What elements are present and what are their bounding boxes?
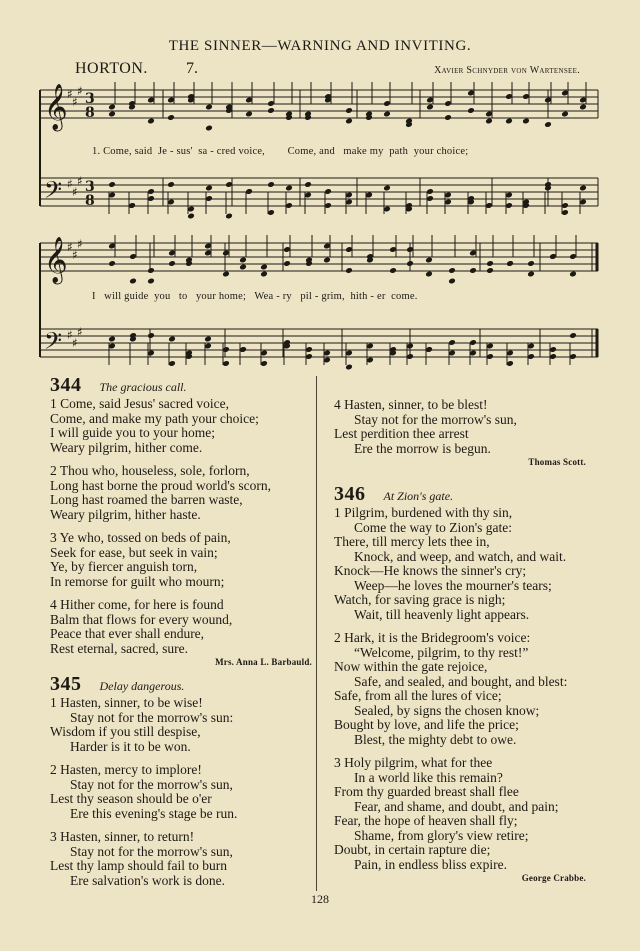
svg-text:♯: ♯: [72, 95, 78, 109]
verse-line: Blest, the mighty debt to owe.: [354, 731, 517, 747]
verse-line: 3 Ye who, tossed on beds of pain,: [50, 530, 231, 545]
note-head: [569, 332, 577, 339]
stanza: [334, 398, 586, 456]
treble-staff: [40, 90, 598, 118]
note-head: [579, 185, 587, 192]
hymn-header: [50, 374, 312, 397]
note-head: [527, 260, 535, 267]
verse-line: Ye, by fiercer anguish torn,: [50, 559, 198, 574]
hymn-author: Mrs. Anna L. Barbauld.: [215, 657, 312, 667]
note-head: [239, 264, 247, 271]
note-head: [506, 260, 514, 267]
verse-line: “Welcome, pilgrim, to thy rest!”: [354, 644, 529, 660]
verse-line: Long hast roamed the barren waste,: [50, 492, 243, 507]
note-head: [406, 260, 414, 267]
tune-meter: 7.: [186, 60, 198, 77]
note-head: [426, 104, 434, 111]
verse-line: Pain, in endless bliss expire.: [354, 856, 507, 872]
verse-line: Fear, the hope of heaven shall fly;: [334, 813, 518, 828]
lyric-line-2: I will guide you to your home; Wea - ry pil - grim, hith - er come.: [92, 291, 418, 302]
note-head: [579, 104, 587, 111]
verse-line: 4 Hither come, for here is found: [50, 597, 224, 612]
treble-staff: [40, 243, 598, 271]
hymn-subtitle: The gracious call.: [99, 380, 187, 394]
note-head: [569, 271, 577, 278]
verse-line: Now within the gate rejoice,: [334, 659, 488, 674]
note-head: [108, 104, 116, 111]
note-head: [108, 260, 116, 267]
left-column: [50, 374, 312, 888]
note-head: [486, 260, 494, 267]
verse-line: Ere this evening's stage be run.: [70, 805, 238, 821]
page-title: THE SINNER—WARNING AND INVITING.: [168, 38, 472, 54]
svg-text:♯: ♯: [77, 237, 83, 251]
note-head: [205, 104, 213, 111]
verse-line: Ere salvation's work is done.: [70, 872, 226, 888]
verse-line: Watch, for saving grace is nigh;: [334, 592, 506, 607]
verse-line: Peace that ever shall endure,: [50, 626, 205, 641]
svg-text:♯: ♯: [77, 325, 83, 339]
note-head: [168, 260, 176, 267]
bass-staff: [40, 329, 598, 357]
verse-line: Stay not for the morrow's sun,: [354, 411, 517, 427]
svg-text:3: 3: [85, 91, 95, 107]
verse-line: Weary pilgrim, hither haste.: [50, 506, 201, 522]
svg-text:♯: ♯: [67, 87, 73, 101]
verse-line: Come, and make my path your choice;: [50, 410, 259, 426]
hymn-header: [334, 483, 586, 506]
svg-text:♯: ♯: [72, 248, 78, 262]
note-head: [245, 111, 253, 118]
stanza: [50, 531, 312, 589]
note-head: [205, 185, 213, 192]
svg-text:8: 8: [85, 193, 95, 209]
hymn-number: 345: [50, 673, 82, 695]
note-head: [345, 267, 353, 274]
hymn-number: 344: [50, 374, 82, 396]
tune-name: HORTON.: [75, 60, 148, 77]
note-head: [522, 118, 530, 125]
verse-line: In a world like this remain?: [354, 769, 503, 785]
verse-line: 1 Come, said Jesus' sacred voice,: [50, 396, 230, 411]
verse-line: Knock—He knows the sinner's cry;: [334, 563, 527, 578]
note-head: [260, 264, 268, 271]
composer-credit: Xavier Schnyder von Wartensee.: [434, 65, 580, 76]
note-head: [205, 125, 213, 132]
hymn-subtitle: Delay dangerous.: [99, 679, 185, 693]
verse-line: Safe, from all the lures of vice;: [334, 688, 502, 703]
verse-line: Balm that flows for every wound,: [50, 611, 233, 627]
svg-text:♯: ♯: [67, 328, 73, 342]
verse-line: 4 Hasten, sinner, to be blest!: [334, 397, 488, 412]
note-head: [147, 267, 155, 274]
hymn-author: George Crabbe.: [521, 873, 586, 883]
svg-text:𝄢: 𝄢: [44, 327, 63, 360]
note-head: [167, 181, 175, 188]
verse-line: I will guide you to your home;: [50, 425, 215, 440]
verse-line: 3 Hasten, sinner, to return!: [50, 829, 195, 844]
note-head: [505, 118, 513, 125]
hymn-header: [50, 673, 312, 696]
note-head: [467, 107, 475, 114]
svg-text:♯: ♯: [77, 84, 83, 98]
note-head: [345, 107, 353, 114]
verse-line: 3 Holy pilgrim, what for thee: [334, 755, 493, 770]
verse-line: 2 Hasten, mercy to implore!: [50, 762, 202, 777]
verse-line: Bought by love, and life the price;: [334, 717, 519, 732]
hymn-345: [50, 673, 312, 888]
note-head: [129, 278, 137, 285]
note-head: [108, 336, 116, 343]
verse-line: Rest eternal, sacred, sure.: [50, 640, 188, 656]
note-head: [383, 185, 391, 192]
verse-line: Wait, till heavenly light appears.: [354, 606, 530, 622]
note-head: [485, 118, 493, 125]
note-head: [108, 181, 116, 188]
svg-text:3: 3: [85, 179, 95, 195]
svg-text:♯: ♯: [67, 240, 73, 254]
note-head: [486, 267, 494, 274]
note-head: [108, 111, 116, 118]
svg-text:♯: ♯: [77, 174, 83, 188]
verse-line: Lest thy lamp should fail to burn: [50, 858, 227, 873]
verse-line: Harder is it to be won.: [70, 738, 191, 754]
stanza: [334, 756, 586, 872]
bass-staff: [40, 178, 598, 206]
note-head: [267, 181, 275, 188]
note-head: [260, 271, 268, 278]
verse-line: There, till mercy lets thee in,: [334, 534, 490, 549]
stanza: [50, 464, 312, 522]
stanza: [50, 598, 312, 656]
note-head: [147, 278, 155, 285]
verse-line: Doubt, in certain rapture die;: [334, 842, 491, 857]
note-head: [448, 267, 456, 274]
note-head: [285, 185, 293, 192]
stanza: [50, 397, 312, 455]
svg-text:♯: ♯: [67, 177, 73, 191]
verse-line: Seek for ease, but seek in vain;: [50, 544, 218, 560]
hymn-author: Thomas Scott.: [528, 457, 586, 467]
note-head: [283, 260, 291, 267]
verse-line: In remorse for guilt who mourn;: [50, 573, 225, 589]
hymn-345-continued: [334, 398, 586, 467]
hymn-number: 346: [334, 483, 366, 505]
hymn-344: [50, 374, 312, 667]
verse-line: 1 Pilgrim, burdened with thy sin,: [334, 505, 513, 520]
note-head: [448, 278, 456, 285]
verse-line: Lest thy season should be o'er: [50, 791, 212, 806]
svg-text:𝄞: 𝄞: [44, 84, 68, 130]
hymn-346: [334, 483, 586, 883]
verse-line: Sealed, by signs the chosen know;: [354, 702, 540, 718]
stanza: [334, 631, 586, 747]
verse-line: Fear, and shame, and doubt, and pain;: [354, 798, 559, 814]
stanza: [50, 696, 312, 754]
note-head: [168, 336, 176, 343]
note-head: [544, 121, 552, 128]
verse-line: Lest perdition thee arrest: [334, 426, 469, 441]
svg-text:8: 8: [85, 105, 95, 121]
verse-line: 2 Hark, it is the Bridegroom's voice:: [334, 630, 531, 645]
note-head: [425, 271, 433, 278]
stanza: [50, 763, 312, 821]
verse-line: Come the way to Zion's gate:: [354, 519, 513, 535]
page-number: 128: [311, 892, 329, 906]
svg-text:♯: ♯: [72, 336, 78, 350]
note-head: [345, 118, 353, 125]
verse-line: Weep—he loves the mourner's tears;: [354, 577, 552, 593]
verse-line: Weary pilgrim, hither come.: [50, 439, 203, 455]
verse-line: 2 Thou who, houseless, sole, forlorn,: [50, 463, 250, 478]
stanza: [50, 830, 312, 888]
note-head: [527, 271, 535, 278]
note-head: [304, 181, 312, 188]
verse-line: Stay not for the morrow's sun:: [70, 709, 234, 725]
svg-text:𝄢: 𝄢: [44, 176, 63, 209]
right-column: [334, 398, 586, 883]
hymn-subtitle: At Zion's gate.: [383, 489, 454, 503]
note-head: [147, 118, 155, 125]
note-head: [561, 111, 569, 118]
column-divider: [316, 376, 317, 891]
note-head: [389, 267, 397, 274]
svg-text:𝄞: 𝄞: [44, 237, 68, 283]
note-head: [383, 111, 391, 118]
lyric-line-1: 1. Come, said Je - sus' sa - cred voice, Come, and make my path your choice;: [92, 146, 469, 157]
verse-line: Stay not for the morrow's sun,: [70, 776, 233, 792]
verse-line: Safe, and sealed, and bought, and blest:: [354, 673, 568, 689]
note-head: [444, 114, 452, 121]
svg-text:♯: ♯: [72, 185, 78, 199]
note-head: [323, 257, 331, 264]
verse-line: Stay not for the morrow's sun,: [70, 843, 233, 859]
verse-line: Long hast borne the proud world's scorn,: [50, 477, 272, 493]
note-head: [167, 114, 175, 121]
verse-line: Shame, from glory's view retire;: [354, 827, 529, 843]
note-head: [222, 271, 230, 278]
note-head: [147, 332, 155, 339]
note-head: [204, 336, 212, 343]
verse-line: Knock, and weep, and watch, and wait.: [354, 548, 567, 564]
note-head: [425, 257, 433, 264]
verse-line: Ere the morrow is begun.: [354, 440, 491, 456]
verse-line: Wisdom if you still despise,: [50, 724, 201, 739]
note-head: [267, 107, 275, 114]
stanza: [334, 506, 586, 622]
verse-line: 1 Hasten, sinner, to be wise!: [50, 695, 203, 710]
note-head: [469, 267, 477, 274]
verse-line: From thy guarded breast shall flee: [334, 784, 519, 799]
note-head: [239, 257, 247, 264]
